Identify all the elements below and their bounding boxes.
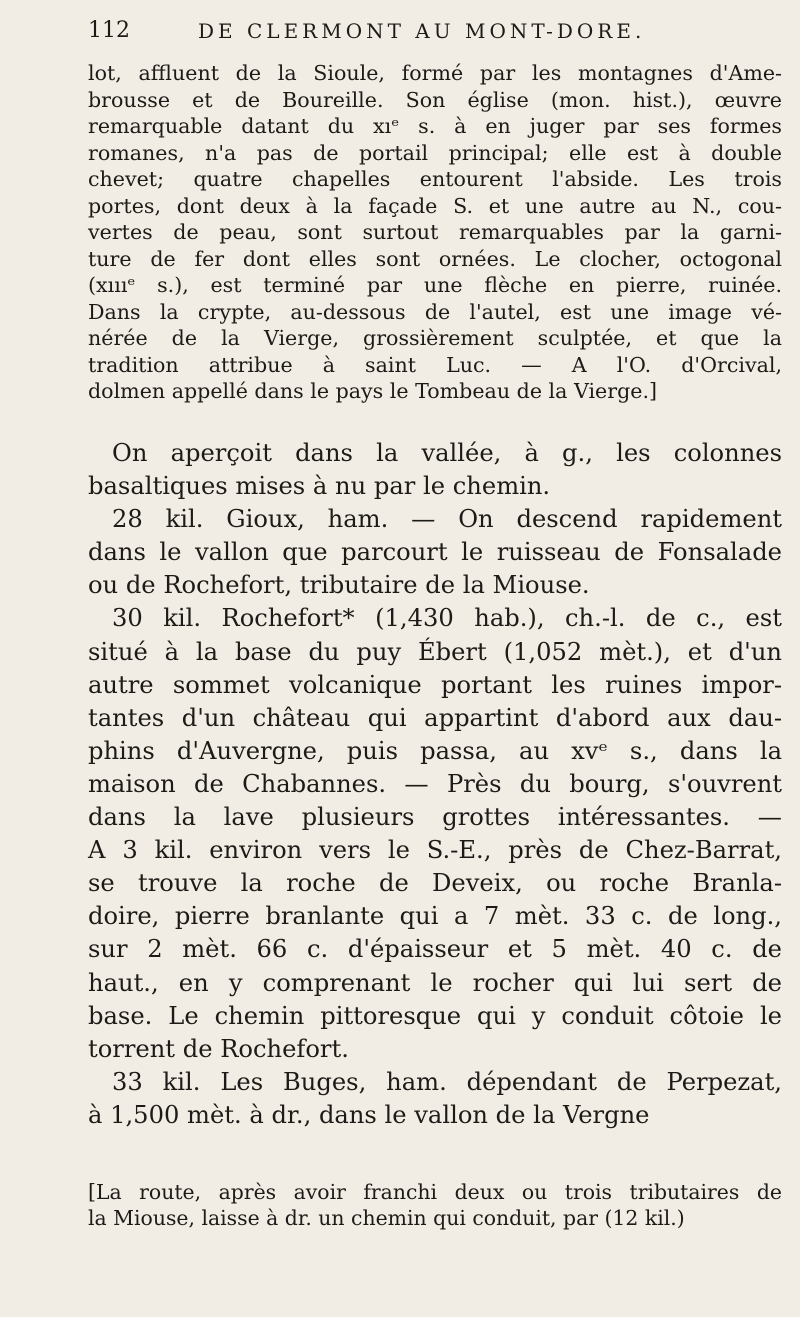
bracketed-note: [88, 60, 782, 405]
note-line: nérée de la Vierge, grossièrement sculptée, et que la: [88, 326, 782, 350]
note-line: chevet; quatre chapelles entourent l'abside. Les trois: [88, 167, 782, 191]
running-header: [88, 18, 730, 48]
text-line: On aperçoit dans la vallée, à g., les colonnes: [112, 439, 782, 467]
text-line: base. Le chemin pittoresque qui y conduit côtoie le: [88, 1001, 782, 1030]
text-line: maison de Chabannes. — Près du bourg, s'ouvrent: [88, 769, 782, 798]
text-line: ou de Rochefort, tributaire de la Miouse.: [88, 571, 590, 600]
running-title: DE CLERMONT AU MONT-DORE.: [198, 19, 646, 43]
note-line: ture de fer dont elles sont ornées. Le clocher, octogonal: [88, 246, 782, 271]
text-line: 30 kil. Rochefort* (1,430 hab.), ch.-l. de c., est: [112, 604, 782, 633]
note-line: romanes, n'a pas de portail principal; elle est à double: [88, 140, 782, 165]
page-number: 112: [88, 18, 130, 43]
note-line: (xıııᵉ s.), est terminé par une flèche en pierre, ruinée.: [88, 273, 782, 297]
text-line: torrent de Rochefort.: [88, 1034, 349, 1063]
note-line: tradition attribue à saint Luc. — A l'O. d'Orcival,: [88, 352, 782, 377]
text-line: 33 kil. Les Buges, ham. dépendant de Perpezat,: [112, 1067, 782, 1096]
note-line: la Miouse, laisse à dr. un chemin qui conduit, par (12 kil.): [88, 1205, 685, 1230]
note-line: lot, affluent de la Sioule, formé par les montagnes d'Ame-: [88, 61, 782, 85]
note-line: vertes de peau, sont surtout remarquables par la garni-: [88, 220, 782, 244]
note-line: dolmen appellé dans le pays le Tombeau de la Vierge.]: [88, 379, 658, 403]
text-line: autre sommet volcanique portant les ruines impor-: [88, 670, 782, 699]
note-line: portes, dont deux à la façade S. et une autre au N., cou-: [88, 193, 782, 218]
text-line: A 3 kil. environ vers le S.-E., près de Chez-Barrat,: [88, 836, 782, 865]
text-line: haut., en y comprenant le rocher qui lui sert de: [88, 968, 782, 997]
text-line: sur 2 mèt. 66 c. d'épaisseur et 5 mèt. 40 c. de: [88, 935, 782, 964]
text-line: à 1,500 mèt. à dr., dans le vallon de la Vergne: [88, 1100, 650, 1129]
note-line: remarquable datant du xıᵉ s. à en juger par ses formes: [88, 114, 782, 138]
note-line: [La route, après avoir franchi deux ou trois tributaires de: [88, 1180, 782, 1204]
text-line: phins d'Auvergne, puis passa, au xvᵉ s., dans la: [88, 736, 782, 765]
text-line: situé à la base du puy Ébert (1,052 mèt.), et d'un: [88, 637, 782, 666]
text-line: 28 kil. Gioux, ham. — On descend rapidement: [112, 505, 782, 534]
text-line: doire, pierre branlante qui a 7 mèt. 33 c. de long.,: [88, 902, 782, 931]
text-line: tantes d'un château qui appartint d'abord aux dau-: [88, 703, 782, 732]
text-line: dans la lave plusieurs grottes intéressantes. —: [88, 803, 782, 832]
note-line: Dans la crypte, au-dessous de l'autel, est une image vé-: [88, 299, 782, 324]
text-line: dans le vallon que parcourt le ruisseau de Fonsalade: [88, 538, 782, 567]
text-line: se trouve la roche de Deveix, ou roche Branla-: [88, 869, 782, 898]
note-line: brousse et de Boureille. Son église (mon. hist.), œuvre: [88, 87, 782, 112]
bracketed-route-note: [88, 1180, 782, 1231]
text-line: basaltiques mises à nu par le chemin.: [88, 472, 551, 501]
main-text: [88, 437, 782, 1132]
